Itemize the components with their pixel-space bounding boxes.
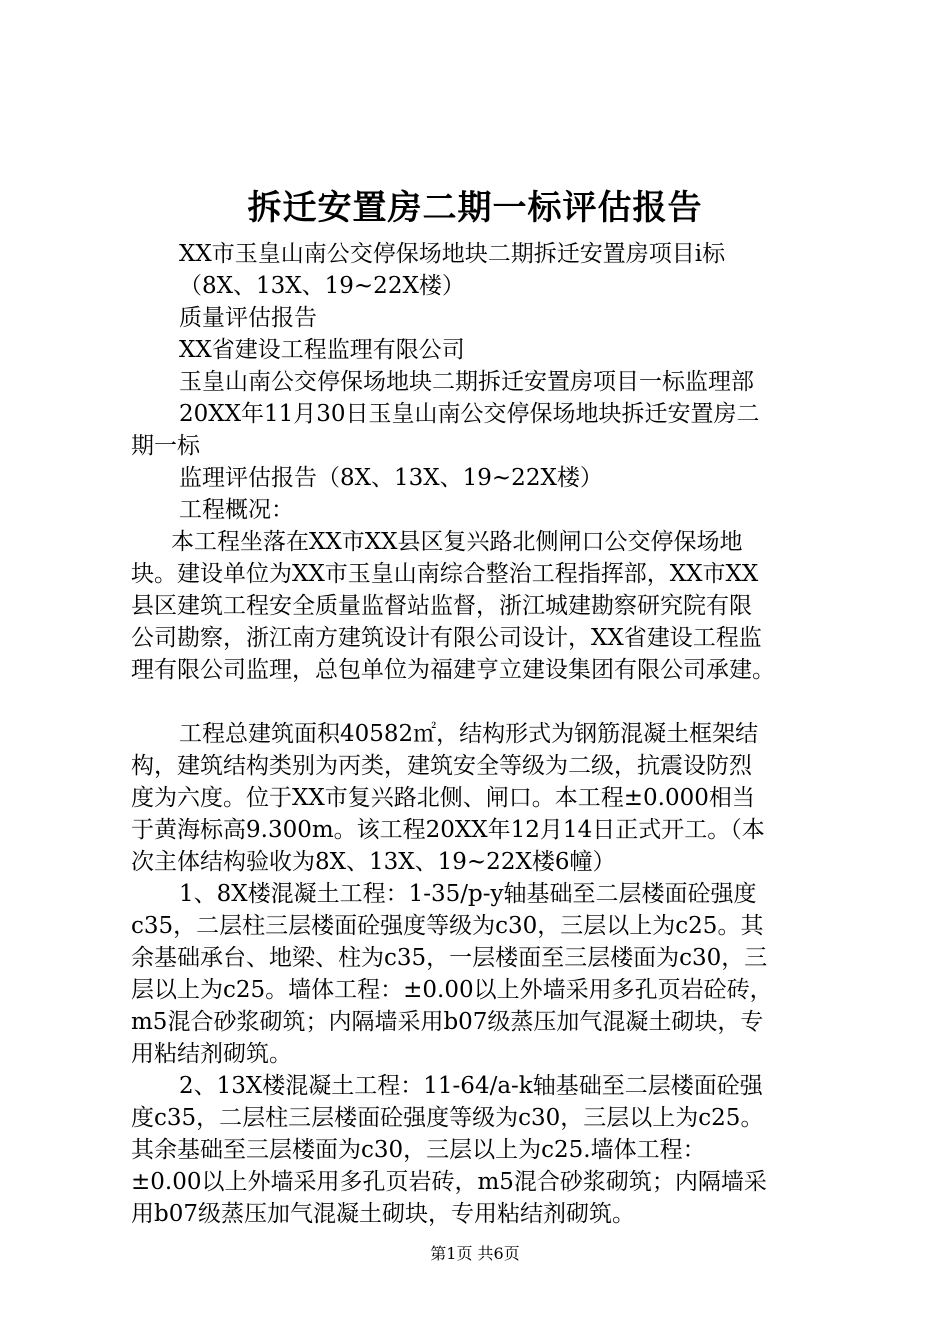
building-8x-paragraph-line: 余基础承台、地梁、柱为c35，一层楼面至三层楼面为c30，三 xyxy=(131,945,768,971)
overview-paragraph-line: 块。建设单位为XX市玉皇山南综合整治工程指挥部，XX市XX xyxy=(131,561,759,587)
document-title: 拆迁安置房二期一标评估报告 xyxy=(247,188,703,228)
building-13x-paragraph-line: ±0.00以上外墙采用多孔页岩砖，m5混合砂浆砌筑；内隔墙采 xyxy=(131,1169,767,1195)
building-8x-paragraph-line: 用粘结剂砌筑。 xyxy=(131,1041,292,1067)
project-name-line: XX市玉皇山南公交停保场地块二期拆迁安置房项目i标 xyxy=(179,241,726,267)
overview-paragraph-line: 县区建筑工程安全质量监督站监督，浙江城建勘察研究院有限 xyxy=(131,593,752,619)
building-8x-paragraph-line: c35，二层柱三层楼面砼强度等级为c30，三层以上为c25。其 xyxy=(131,913,764,939)
building-list-line: （8X、13X、19~22X楼） xyxy=(179,273,465,299)
building-8x-paragraph-line: 层以上为c25。墙体工程：±0.00以上外墙采用多孔页岩砼砖， xyxy=(131,977,773,1003)
report-subtitle-line: 监理评估报告（8X、13X、19~22X楼） xyxy=(179,465,603,491)
building-8x-paragraph-line: 1、8X楼混凝土工程：1-35/p-y轴基础至二层楼面砼强度 xyxy=(179,881,757,907)
overview-paragraph-line: 理有限公司监理，总包单位为福建亨立建设集团有限公司承建。 xyxy=(131,657,775,683)
building-13x-paragraph-line: 2、13X楼混凝土工程：11-64/a-k轴基础至二层楼面砼强 xyxy=(179,1073,763,1099)
overview-paragraph-line: 本工程坐落在XX市XX县区复兴路北侧闸口公交停保场地 xyxy=(171,529,743,555)
document-body xyxy=(131,238,831,1230)
building-13x-paragraph-line: 用b07级蒸压加气混凝土砌块，专用粘结剂砌筑。 xyxy=(131,1201,635,1227)
date-line: 20XX年11月30日玉皇山南公交停保场地块拆迁安置房二 xyxy=(179,401,760,427)
company-line: XX省建设工程监理有限公司 xyxy=(179,337,465,363)
area-paragraph-line: 次主体结构验收为8X、13X、19~22X楼6幢） xyxy=(131,849,616,875)
building-13x-paragraph-line: 度c35，二层柱三层楼面砼强度等级为c30，三层以上为c25。 xyxy=(131,1105,764,1131)
area-paragraph-line: 于黄海标高9.300m。该工程20XX年12月14日正式开工。（本 xyxy=(131,817,765,843)
building-13x-paragraph-line: 其余基础至三层楼面为c30，三层以上为c25.墙体工程： xyxy=(131,1137,706,1163)
section-heading-overview: 工程概况： xyxy=(179,497,294,523)
page-footer: 第1页 共6页 xyxy=(430,1244,520,1263)
area-paragraph-line: 构，建筑结构类别为丙类，建筑安全等级为二级，抗震设防烈 xyxy=(131,753,752,779)
report-type-line: 质量评估报告 xyxy=(179,305,317,331)
department-line: 玉皇山南公交停保场地块二期拆迁安置房项目一标监理部 xyxy=(179,369,754,395)
paragraph-spacer xyxy=(131,686,831,718)
area-paragraph-line: 工程总建筑面积40582㎡，结构形式为钢筋混凝土框架结 xyxy=(179,721,759,747)
date-line-continued: 期一标 xyxy=(131,433,200,459)
building-8x-paragraph-line: m5混合砂浆砌筑；内隔墙采用b07级蒸压加气混凝土砌块，专 xyxy=(131,1009,764,1035)
overview-paragraph-line: 公司勘察，浙江南方建筑设计有限公司设计，XX省建设工程监 xyxy=(131,625,762,651)
area-paragraph-line: 度为六度。位于XX市复兴路北侧、闸口。本工程±0.000相当 xyxy=(131,785,755,811)
